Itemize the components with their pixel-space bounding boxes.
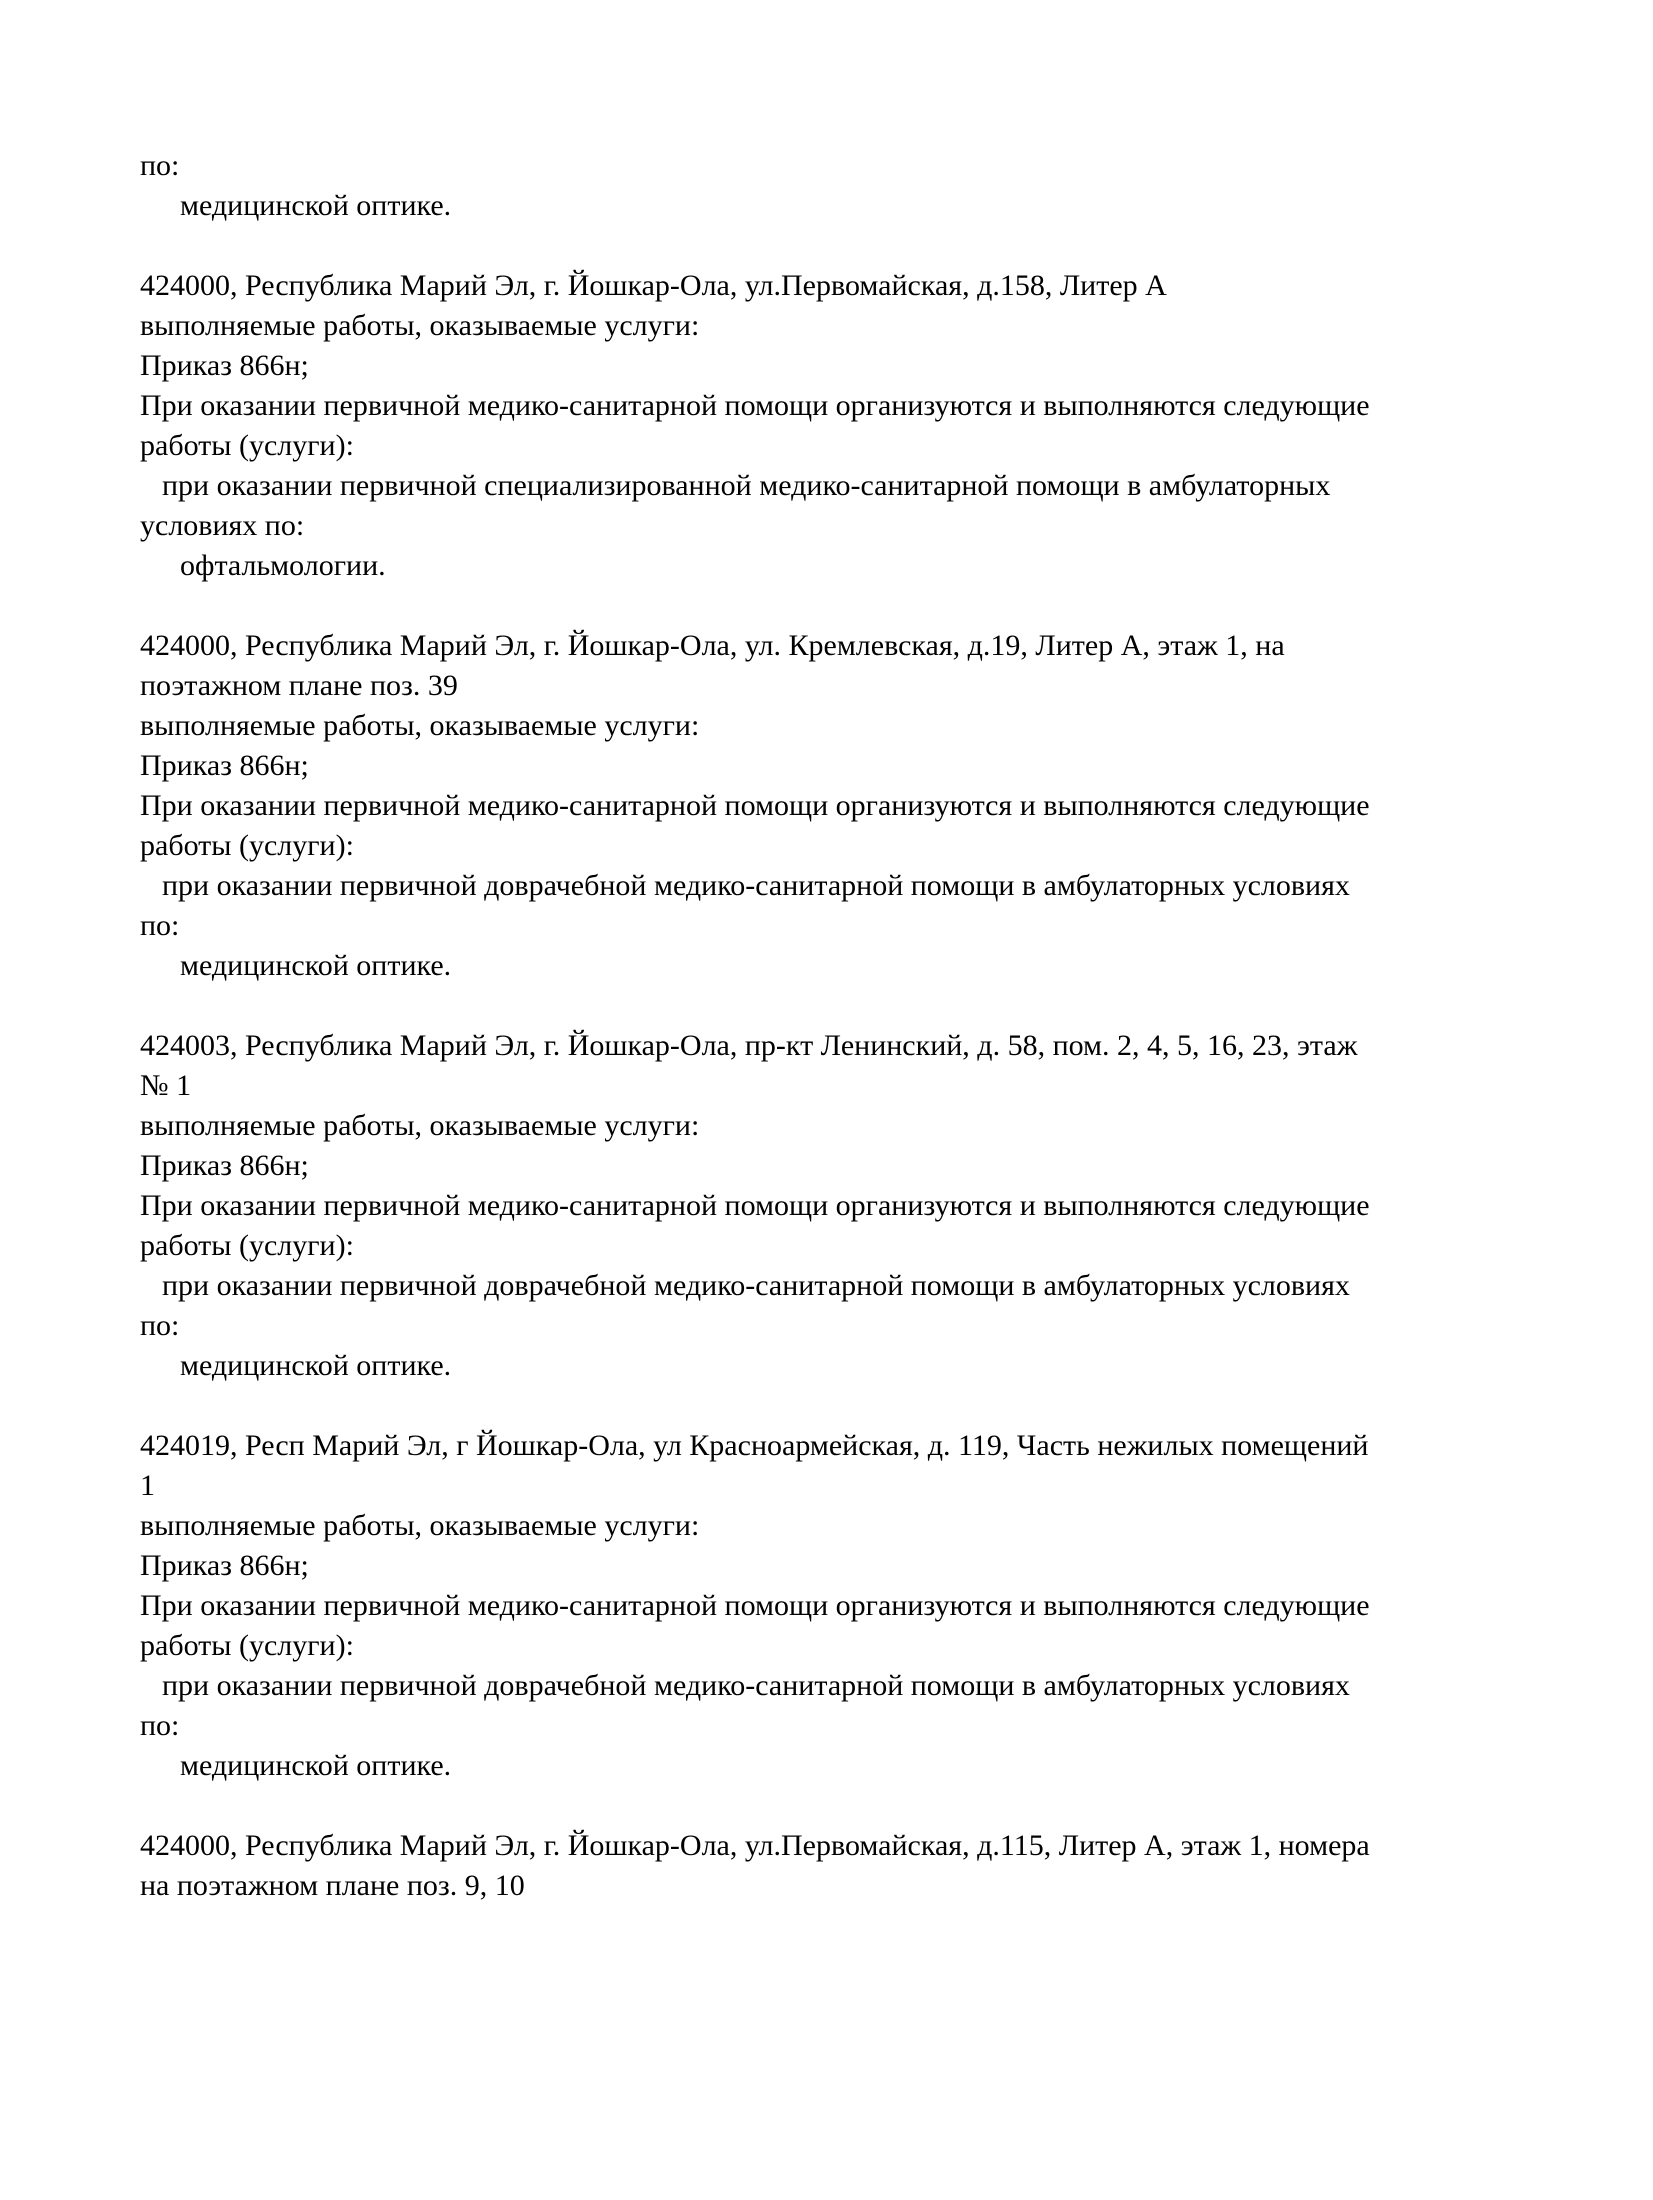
text-line: работы (услуги): [140,829,354,862]
license-entry [140,266,1530,586]
text-line: При оказании первичной медико-санитарной помощи организуются и выполняются следующие [140,1189,1370,1222]
text-line: при оказании первичной специализированной медико-санитарной помощи в амбулаторных [162,469,1331,502]
address-line: 424000, Республика Марий Эл, г. Йошкар-Ола, ул.Первомайская, д.158, Литер А [140,269,1167,302]
order-reference: Приказ 866н; [140,749,309,782]
license-entry [140,1026,1530,1386]
text-line: При оказании первичной медико-санитарной помощи организуются и выполняются следующие [140,789,1370,822]
text-line: При оказании первичной медико-санитарной помощи организуются и выполняются следующие [140,1589,1370,1622]
services-label: выполняемые работы, оказываемые услуги: [140,1109,700,1142]
text-line: по: [140,149,180,182]
document-content [140,146,1530,1906]
text-line: работы (услуги): [140,1629,354,1662]
services-label: выполняемые работы, оказываемые услуги: [140,1509,700,1542]
address-line: № 1 [140,1069,192,1102]
text-line: по: [140,909,180,942]
text-line: по: [140,1709,180,1742]
order-reference: Приказ 866н; [140,1549,309,1582]
text-line: работы (услуги): [140,1229,354,1262]
service-item: медицинской оптике. [180,1749,452,1782]
service-item: медицинской оптике. [180,949,452,982]
address-line: на поэтажном плане поз. 9, 10 [140,1869,525,1902]
continuation-of-previous-entry [140,146,1530,226]
address-line: 424003, Республика Марий Эл, г. Йошкар-Ола, пр-кт Ленинский, д. 58, пом. 2, 4, 5, 16, 23, этаж [140,1029,1358,1062]
address-line: 424019, Респ Марий Эл, г Йошкар-Ола, ул Красноармейская, д. 119, Часть нежилых помещений [140,1429,1369,1462]
text-line: при оказании первичной доврачебной медико-санитарной помощи в амбулаторных условиях [162,869,1350,902]
service-item: офтальмологии. [180,549,386,582]
address-line: 424000, Республика Марий Эл, г. Йошкар-Ола, ул. Кремлевская, д.19, Литер А, этаж 1, на [140,629,1285,662]
license-entry [140,1426,1530,1786]
service-item: медицинской оптике. [180,189,452,222]
license-entry [140,626,1530,986]
license-entry [140,1826,1530,1906]
text-line: работы (услуги): [140,429,354,462]
text-line: При оказании первичной медико-санитарной помощи организуются и выполняются следующие [140,389,1370,422]
address-line: 1 [140,1469,155,1502]
service-item: медицинской оптике. [180,1349,452,1382]
address-line: 424000, Республика Марий Эл, г. Йошкар-Ола, ул.Первомайская, д.115, Литер А, этаж 1, номера [140,1829,1370,1862]
services-label: выполняемые работы, оказываемые услуги: [140,309,700,342]
order-reference: Приказ 866н; [140,349,309,382]
text-line: при оказании первичной доврачебной медико-санитарной помощи в амбулаторных условиях [162,1269,1350,1302]
text-line: при оказании первичной доврачебной медико-санитарной помощи в амбулаторных условиях [162,1669,1350,1702]
address-line: поэтажном плане поз. 39 [140,669,458,702]
order-reference: Приказ 866н; [140,1149,309,1182]
text-line: условиях по: [140,509,305,542]
services-label: выполняемые работы, оказываемые услуги: [140,709,700,742]
text-line: по: [140,1309,180,1342]
